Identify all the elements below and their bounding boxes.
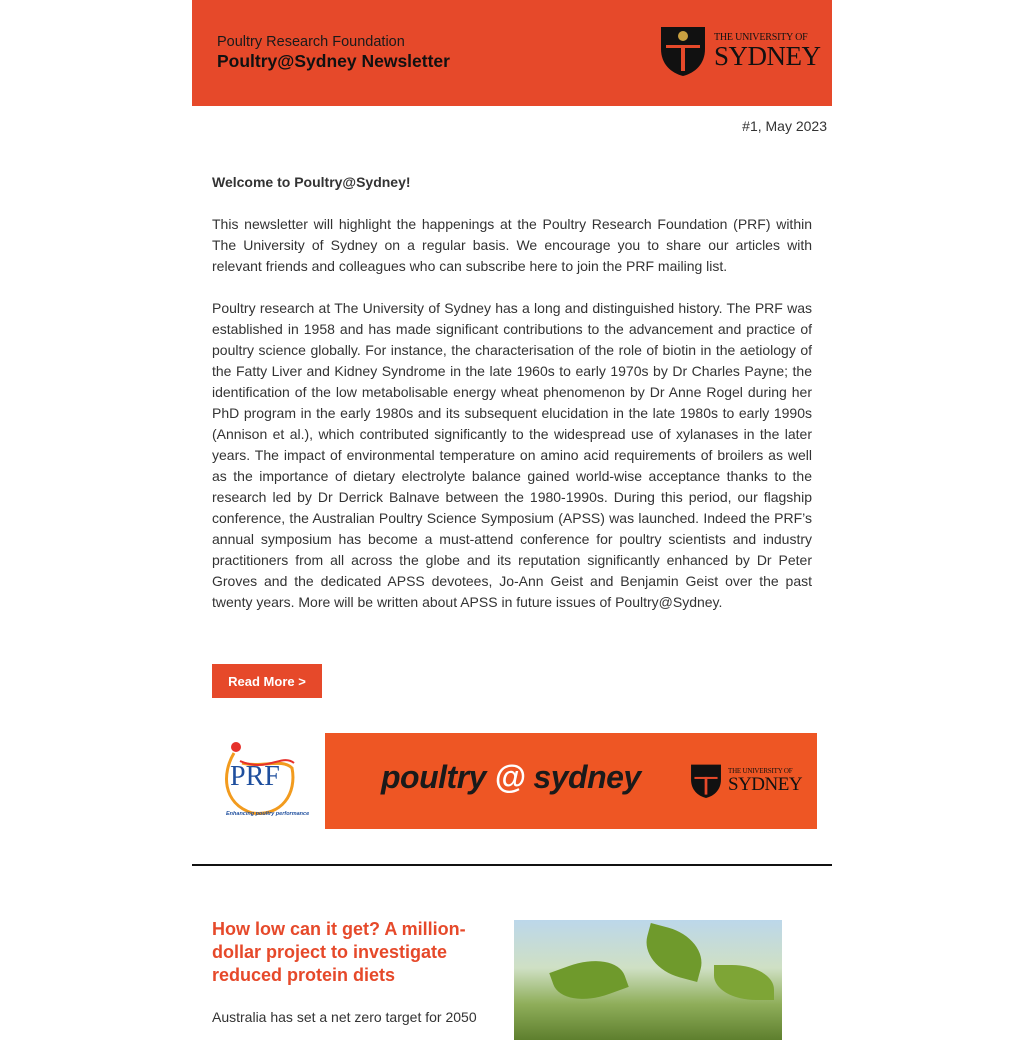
article-image-soybean[interactable] — [514, 920, 782, 1040]
banner-orange — [325, 733, 817, 829]
logo-line2: SYDNEY — [714, 40, 821, 71]
crest-icon — [658, 25, 708, 77]
newsletter — [192, 0, 832, 1025]
prf-text: PRF — [230, 761, 280, 792]
intro-body — [212, 172, 812, 634]
wordmark-at: @ — [494, 759, 526, 795]
wordmark-poultry: poultry — [381, 759, 486, 795]
header-subtitle: Poultry Research Foundation — [217, 34, 405, 50]
header — [192, 0, 832, 106]
logo-line1: THE UNIVERSITY OF — [714, 31, 808, 43]
banner-wordmark — [381, 759, 641, 796]
header-title: Poultry@Sydney Newsletter — [217, 51, 450, 71]
poultry-sydney-banner[interactable] — [212, 733, 817, 829]
wordmark-sydney: sydney — [533, 759, 641, 795]
prf-tagline: Enhancing poultry performance — [226, 811, 310, 817]
university-logo[interactable] — [658, 25, 821, 77]
welcome-heading: Welcome to Poultry@Sydney! — [212, 174, 411, 190]
issue-date: #1, May 2023 — [742, 118, 827, 134]
crest-icon — [689, 763, 723, 799]
logo-line2: SYDNEY — [728, 774, 803, 795]
article-text: Australia has set a net zero target for 2050 — [212, 1009, 477, 1025]
intro-paragraph-2: Poultry research at The University of Sydney has a long and distinguished history. The PRF was established in 1958 and has made significant contributions to the advancement and practice of poultry science globally. For instance, the characterisation of the role of biotin in the aetiology of the Fatty Liver and Kidney Syndrome in the late 1960s to early 1970s by Dr Charles Payne; the identification of the low metabolisable energy wheat phenomenon by Dr Anne Rogel during her PhD program in the early 1980s and its subsequent elucidation in the late 1980s to early 1990s (Annison et al.), which contributed significantly to the widespread use of xylanases in the later years. The impact of environmental temperature on amino acid requirements of broilers as well as the importance of dietary electrolyte balance gained world-wise acceptance thanks to the research led by Dr Derrick Balnave between the 1980-1990s. During this period, our flagship conference, the Australian Poultry Science Symposium (APSS) was launched. Indeed the PRF’s annual symposium has become a must-attend conference for poultry scientists and industry practitioners from all across the globe and its reputation significantly enhanced by Dr Peter Groves and the dedicated APSS devotees, Jo-Ann Geist and Benjamin Geist over the past twenty years. More will be written about APSS in future issues of Poultry@Sydney. — [212, 300, 812, 610]
banner-university-logo — [689, 763, 802, 799]
article-title[interactable]: How low can it get? A million-dollar project to investigate reduced protein diets — [212, 919, 466, 985]
logo-line1: THE UNIVERSITY OF — [728, 767, 793, 775]
prf-logo — [212, 733, 325, 829]
intro-paragraph-1: This newsletter will highlight the happenings at the Poultry Research Foundation (PRF) within The University of Sydney on a regular basis. We encourage you to share our articles with relevant friends and colleagues who can subscribe here to join the PRF mailing list. — [212, 216, 812, 274]
divider — [192, 864, 832, 866]
read-more-button[interactable]: Read More > — [212, 664, 322, 698]
